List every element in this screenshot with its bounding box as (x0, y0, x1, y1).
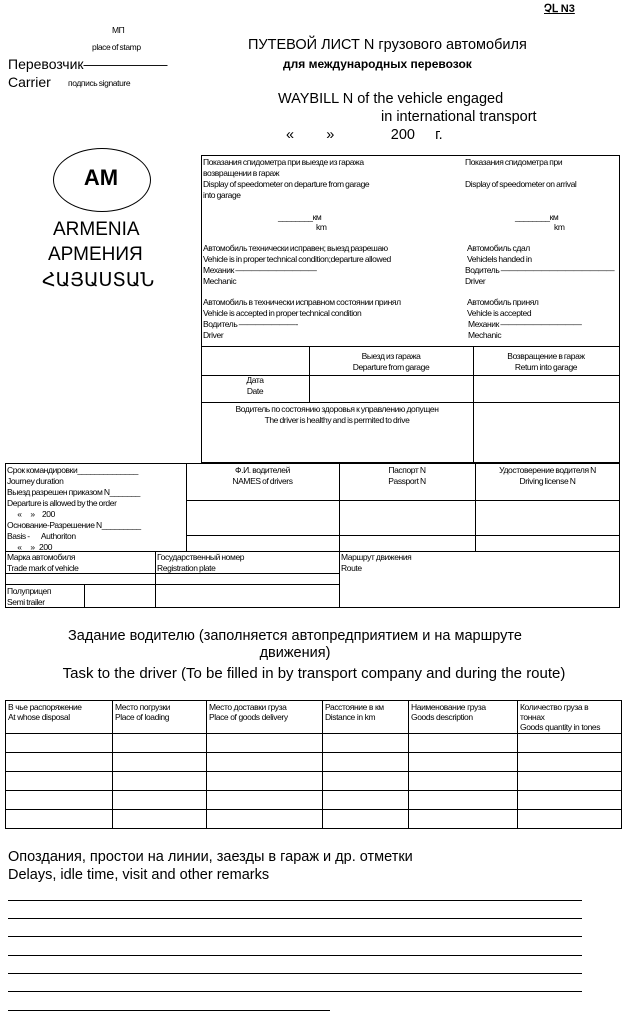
cell[interactable] (207, 753, 323, 772)
cell[interactable] (409, 791, 518, 810)
col-header (323, 701, 409, 734)
reg-ru: Государственный номер (157, 552, 245, 562)
divider (84, 584, 85, 608)
date-en: Date (246, 386, 264, 396)
cell[interactable] (409, 772, 518, 791)
arr-ru: Показания спидометра при (465, 157, 563, 167)
route-ru: Маршрут движения (341, 552, 412, 562)
country-code: AM (83, 165, 119, 190)
col-ru: Место доставки груза (209, 702, 287, 712)
carrier-en: Carrier (8, 74, 51, 90)
health-ru: Водитель по состоянию здоровья к управлению допущен (235, 404, 439, 414)
acc2-mech-en: Mechanic (468, 330, 502, 340)
remarks-line[interactable] (8, 900, 582, 901)
journey-line: Основание-Разрешение N_________ (7, 520, 141, 530)
col-en: Place of goods delivery (209, 712, 288, 722)
title-ru: ПУТЕВОЙ ЛИСТ N грузового автомобиля (248, 37, 527, 53)
acc2-ru: Автомобиль принял (467, 297, 539, 307)
mark-en: Trade mark of vehicle (7, 563, 79, 573)
tech-en: Vehicle is in proper technical condition;departure allowed (203, 254, 391, 264)
title-en-2: in international transport (381, 109, 537, 125)
passport-ru: Паспорт N (388, 465, 426, 475)
col-ru: Наименование груза (411, 702, 486, 712)
cell[interactable] (518, 772, 622, 791)
col-ru: Место погрузки (115, 702, 171, 712)
cell[interactable] (113, 791, 207, 810)
table-row (6, 810, 622, 829)
remarks-line[interactable] (8, 918, 582, 919)
cell[interactable] (207, 772, 323, 791)
col-en: Distance in km (325, 712, 376, 722)
table-row (6, 791, 622, 810)
stamp-mp: МП (112, 25, 125, 35)
license-en: Driving license N (519, 476, 576, 486)
cell[interactable] (323, 772, 409, 791)
acc-ru: Автомобиль в технически исправном состоянии принял (203, 297, 401, 307)
remarks-line[interactable] (8, 991, 582, 992)
col-header (113, 701, 207, 734)
cell[interactable] (518, 753, 622, 772)
cell[interactable] (113, 734, 207, 753)
dep-ru-2: возвращении в гараж (203, 168, 280, 178)
remarks-en: Delays, idle time, visit and other remarks (8, 867, 270, 883)
col-en: Goods quantity in tones (520, 722, 601, 732)
stamp-place: place of stamp (92, 42, 141, 52)
cell[interactable] (113, 810, 207, 829)
acc2-mech-ru: Механик —————————— (468, 319, 582, 329)
col-ru: Количество груза в тоннах (520, 702, 589, 722)
mark-ru: Марка автомобиля (7, 552, 76, 562)
carrier-ru: Перевозчик—————— (8, 56, 168, 72)
handed-en: Vehiclels handed in (467, 254, 532, 264)
country-hy: ՀԱՅԱՍՏԱՆ (42, 270, 155, 291)
divider (201, 402, 620, 403)
form-code: ՉԼ N3 (544, 3, 575, 15)
acc2-en: Vehicle is accepted (467, 308, 532, 318)
carrier-signature: подпись signature (68, 78, 131, 88)
table-row (6, 753, 622, 772)
cell[interactable] (409, 753, 518, 772)
divider (155, 551, 156, 608)
dep-km-label: km (316, 222, 327, 232)
cell[interactable] (207, 791, 323, 810)
license-ru: Удостоверение водителя N (499, 465, 596, 475)
dep-en: Display of speedometer on departure from garage (203, 179, 370, 189)
cell[interactable] (6, 734, 113, 753)
table-header (6, 701, 622, 734)
journey-line: « » 200 (7, 542, 53, 552)
col-ru: Расстояние в км (325, 702, 384, 712)
dep-ru: Показания спидометра при выезде из гаража (203, 157, 364, 167)
cell[interactable] (207, 734, 323, 753)
cell[interactable] (518, 734, 622, 753)
mech-en: Mechanic (203, 276, 237, 286)
names-ru: Ф.И. водителей (235, 465, 290, 475)
col-header (207, 701, 323, 734)
table-row (6, 734, 622, 753)
title-en: WAYBILL N of the vehicle engaged (278, 91, 504, 107)
cell[interactable] (6, 810, 113, 829)
health-en: The driver is healthy and is permited to drive (264, 415, 410, 425)
arr-en: Display of speedometer on arrival (465, 179, 577, 189)
country-ru: АРМЕНИЯ (48, 244, 143, 265)
col-header (518, 701, 622, 734)
divider (5, 551, 620, 552)
garage-dep-ru: Выезд из гаража (361, 351, 421, 361)
cell[interactable] (518, 791, 622, 810)
journey-line: Departure is allowed by the order (7, 498, 117, 508)
journey-line: Выезд разрешен приказом N_______ (7, 487, 140, 497)
divider (186, 500, 620, 501)
title-date: « » 200 г. (286, 127, 443, 143)
driver-ru: Водитель —————————————— (465, 265, 615, 275)
cell[interactable] (323, 734, 409, 753)
col-header (6, 701, 113, 734)
journey-line: Срок командировки______________ (7, 465, 138, 475)
arr-km-field[interactable]: ________км (515, 212, 559, 222)
garage-ret-ru: Возвращение в гараж (507, 351, 585, 361)
cell[interactable] (6, 791, 113, 810)
remarks-line[interactable] (8, 1010, 330, 1011)
cell[interactable] (409, 810, 518, 829)
garage-dep-en: Departure from garage (352, 362, 430, 372)
col-en: At whose disposal (8, 712, 70, 722)
driver-en: Driver (465, 276, 486, 286)
acc-en: Vehicle is accepted in proper technical condition (203, 308, 362, 318)
country-en: ARMENIA (53, 219, 140, 240)
acc-driver-ru: Водитель ———————- (203, 319, 298, 329)
journey-line: « » 200 (7, 509, 55, 519)
cell[interactable] (6, 772, 113, 791)
cell[interactable] (323, 753, 409, 772)
cell[interactable] (207, 810, 323, 829)
semi-ru: Полуприцеп (7, 586, 52, 596)
reg-en: Registration plate (157, 563, 216, 573)
table-row (6, 772, 622, 791)
col-header (409, 701, 518, 734)
remarks-line[interactable] (8, 955, 582, 956)
col-en: Goods description (411, 712, 473, 722)
handed-ru: Автомобиль сдал (467, 243, 530, 253)
cell[interactable] (113, 753, 207, 772)
col-en: Place of loading (115, 712, 170, 722)
semi-en: Semi trailer (7, 597, 45, 607)
cell[interactable] (113, 772, 207, 791)
route-en: Route (341, 563, 362, 573)
remarks-line[interactable] (8, 973, 582, 974)
task-table (5, 700, 622, 829)
cell[interactable] (323, 810, 409, 829)
names-en: NAMES of drivers (232, 476, 293, 486)
mech-ru: Механик —————————— (203, 265, 317, 275)
divider (5, 584, 339, 585)
task-ru: Задание водителю (заполняется автопредприятием и на маршруте (68, 628, 522, 644)
remarks-line[interactable] (8, 936, 582, 937)
task-en: Task to the driver (To be filled in by transport company and during the route) (62, 665, 566, 682)
passport-en: Passport N (388, 476, 426, 486)
journey-line: Journey duration (7, 476, 64, 486)
task-ru-2: движения) (259, 645, 331, 661)
divider (201, 346, 620, 347)
dep-km-field[interactable]: ________км (278, 212, 322, 222)
cell[interactable] (323, 791, 409, 810)
journey-line: Basis - Authoriton (7, 531, 76, 541)
garage-ret-en: Return into garage (514, 362, 578, 372)
date-ru: Дата (246, 375, 264, 385)
cell[interactable] (6, 753, 113, 772)
divider (186, 535, 620, 536)
col-ru: В чье распоряжение (8, 702, 82, 712)
remarks-ru: Опоздания, простои на линии, заезды в гараж и др. отметки (8, 849, 413, 865)
journey-block (7, 465, 141, 553)
title-ru-2: для международных перевозок (283, 57, 472, 71)
cell[interactable] (518, 810, 622, 829)
cell[interactable] (409, 734, 518, 753)
dep-en-2: into garage (203, 190, 241, 200)
acc-driver-en: Driver (203, 330, 224, 340)
arr-km-label: km (554, 222, 565, 232)
tech-ru: Автомобиль технически исправен; выезд разрешаю (203, 243, 388, 253)
